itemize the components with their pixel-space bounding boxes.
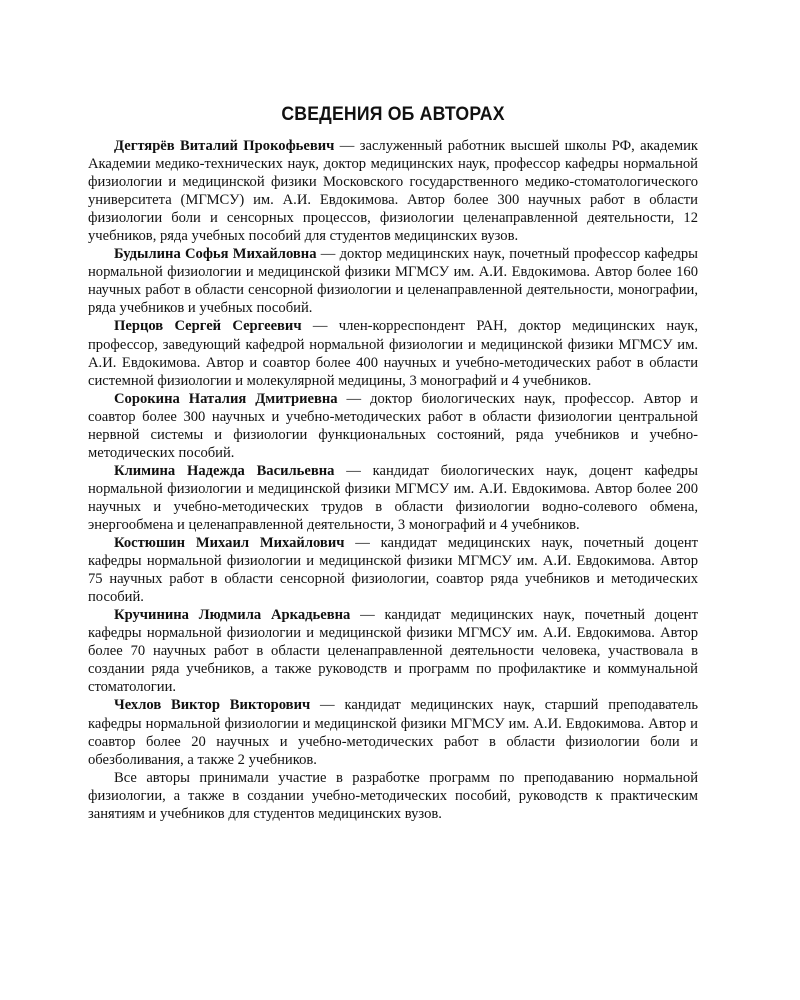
author-name: Перцов Сергей Сергеевич xyxy=(114,318,302,335)
author-description: — заслуженный работник высшей школы РФ, академик Академии медико-технических наук, доктор медицинских наук, профессор кафедры нормальной физиологии и медицинской физики Московского государственного медико-стоматологического университета (МГМСУ) им. А.И. Евдокимова. Автор более 300 научных работ в области физиологии боли и сенсорных процессов, физиологии целенаправленной деятельности, 12 учебников, ряда учебных пособий для студентов медицинских вузов. xyxy=(88,138,698,245)
author-entry xyxy=(88,534,698,606)
author-name: Костюшин Михаил Михайлович xyxy=(114,535,345,552)
author-description: — кандидат медицинских наук, старший преподаватель кафедры нормальной физиологии и медицинской физики МГМСУ им. А.И. Евдокимова. Автор и соавтор более 20 научных и учебно-методических работ в области физиологии боли и обезболивания, а также 2 учебников. xyxy=(88,697,699,768)
author-entry xyxy=(88,462,698,534)
author-entry xyxy=(88,137,698,245)
author-entry xyxy=(88,245,698,317)
author-entry xyxy=(88,606,698,696)
author-name: Дегтярёв Виталий Прокофьевич xyxy=(114,138,335,154)
page xyxy=(88,104,698,823)
author-description: — кандидат медицинских наук, почетный доцент кафедры нормальной физиологии и медицинской физики МГМСУ им. А.И. Евдокимова. Автор более 70 научных работ в области целенаправленной деятельности человека, участвовала в создании ряда учебников, а также руководств и программ по профилактике и коммунальной стоматологии. xyxy=(88,607,698,696)
closing-paragraph: Все авторы принимали участие в разработке программ по преподаванию нормальной физиологии, а также в создании учебно-методических пособий, руководств к практическим занятиям и учебников для студентов медицинских вузов. xyxy=(88,769,698,822)
author-description: — кандидат медицинских наук, почетный доцент кафедры нормальной физиологии и медицинской физики МГМСУ им. А.И. Евдокимова. Автор 75 научных работ в области сенсорной физиологии, соавтор ряда учебников и методических пособий. xyxy=(88,535,699,606)
author-name: Сорокина Наталия Дмитриевна xyxy=(114,390,338,407)
author-entry xyxy=(88,390,698,462)
author-name: Климина Надежда Васильевна xyxy=(114,462,335,479)
author-name: Чехлов Виктор Викторович xyxy=(114,697,311,714)
author-entry xyxy=(88,317,698,389)
author-name: Кручинина Людмила Аркадьевна xyxy=(114,607,351,624)
author-description: — доктор биологических наук, профессор. Автор и соавтор более 300 научных и учебно-методических работ в области физиологии центральной нервной системы и физиологии функциональных состояний, ряда учебников и учебно-методических пособий. xyxy=(88,390,698,461)
author-name: Будылина Софья Михайловна xyxy=(114,246,317,263)
author-entry xyxy=(88,696,698,768)
author-description: — доктор медицинских наук, почетный профессор кафедры нормальной физиологии и медицинской физики МГМСУ им. А.И. Евдокимова. Автор более 160 научных работ в области сенсорной физиологии и целенаправленной деятельности, монографии, ряда учебников и учебных пособий. xyxy=(88,246,698,317)
author-description: — кандидат биологических наук, доцент кафедры нормальной физиологии и медицинской физики МГМСУ им. А.И. Евдокимова. Автор более 200 научных и учебно-методических трудов в области физиологии водно-солевого обмена, энергообмена и целенаправленной деятельности, 3 монографий и 4 учебников. xyxy=(88,462,698,533)
author-description: — член-корреспондент РАН, доктор медицинских наук, профессор, заведующий кафедрой нормальной физиологии и медицинской физики МГМСУ им. А.И. Евдокимова. Автор и соавтор более 400 научных и учебно-методических работ в области системной физиологии и молекулярной медицины, 3 монографий и 4 учебников. xyxy=(88,318,698,389)
page-title: СВЕДЕНИЯ ОБ АВТОРАХ xyxy=(281,104,505,125)
